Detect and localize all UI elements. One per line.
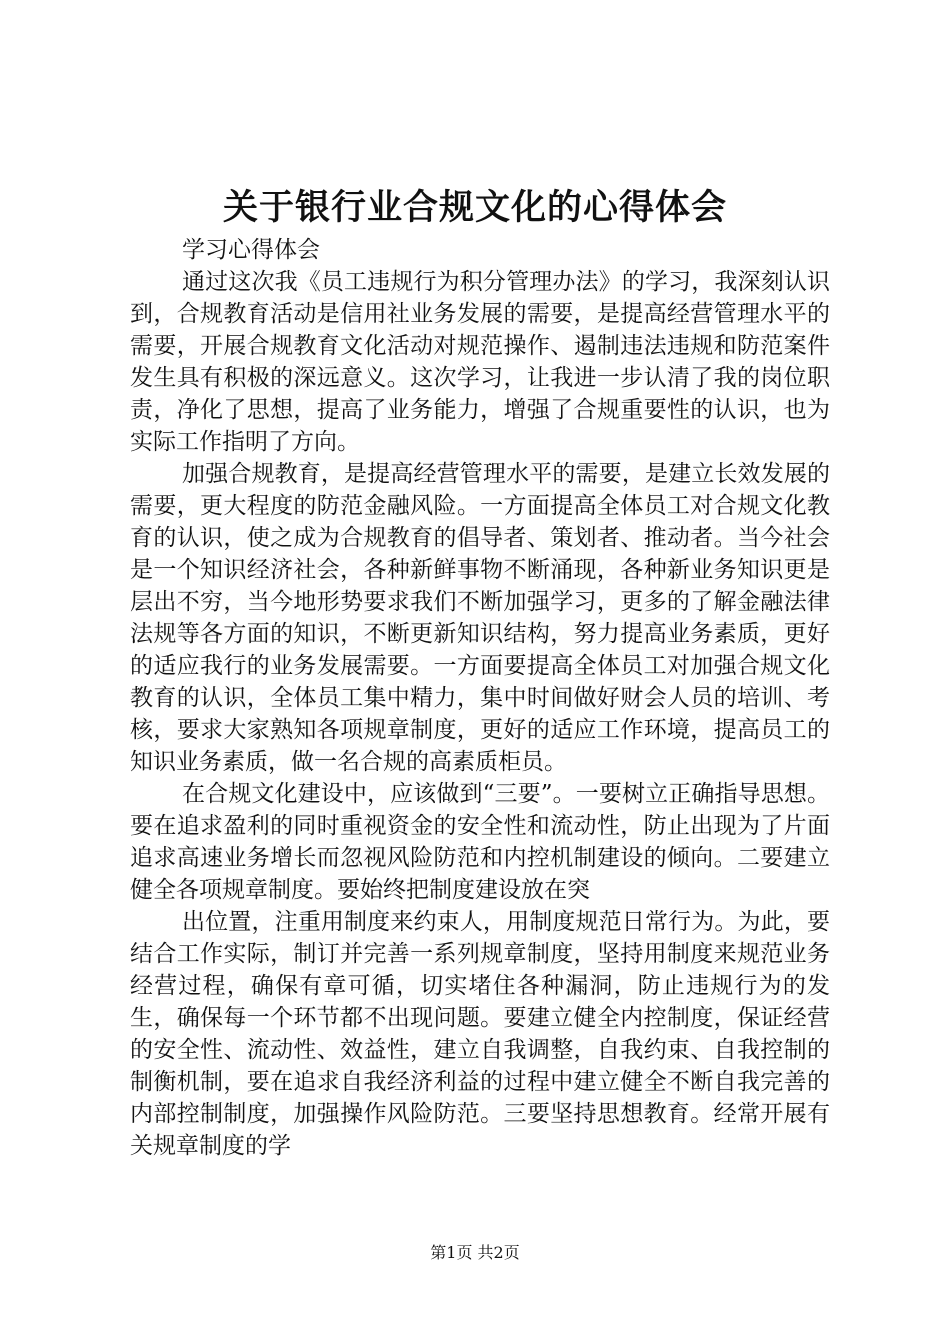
paragraph: 通过这次我《员工违规行为积分管理办法》的学习，我深刻认识到，合规教育活动是信用社业务发展的需要，是提高经营管理水平的需要，开展合规教育文化活动对规范操作、遏制违法违规和防范案件发生具有积极的深远意义。这次学习，让我进一步认清了我的岗位职责，净化了思想，提高了业务能力，增强了合规重要性的认识，也为实际工作指明了方向。 [130,269,830,455]
paragraph: 加强合规教育，是提高经营管理水平的需要，是建立长效发展的需要，更大程度的防范金融风险。一方面提高全体员工对合规文化教育的认识，使之成为合规教育的倡导者、策划者、推动者。当今社会是一个知识经济社会，各种新鲜事物不断涌现，各种新业务知识更是层出不穷，当今地形势要求我们不断加强学习，更多的了解金融法律法规等各方面的知识，不断更新知识结构，努力提高业务素质，更好的适应我行的业务发展需要。一方面要提高全体员工对加强合规文化教育的认识，全体员工集中精力，集中时间做好财会人员的培训、考核，要求大家熟知各项规章制度，更好的适应工作环境，提高员工的知识业务素质，做一名合规的高素质柜员。 [130,461,830,775]
paragraph: 学习心得体会 [182,237,320,263]
document-body [130,234,830,1162]
document-title: 关于银行业合规文化的心得体会 [222,187,727,228]
paragraph: 出位置，注重用制度来约束人，用制度规范日常行为。为此，要结合工作实际，制订并完善一系列规章制度，坚持用制度来规范业务经营过程，确保有章可循，切实堵住各种漏洞，防止违规行为的发生，确保每一个环节都不出现问题。要建立健全内控制度，保证经营的安全性、流动性、效益性，建立自我调整，自我约束、自我控制的制衡机制，要在追求自我经济利益的过程中建立健全不断自我完善的内部控制制度，加强操作风险防范。三要坚持思想教育。经常开展有关规章制度的学 [130,909,830,1159]
paragraph: 在合规文化建设中，应该做到“三要”。一要树立正确指导思想。要在追求盈利的同时重视资金的安全性和流动性，防止出现为了片面追求高速业务增长而忽视风险防范和内控机制建设的倾向。二要建立健全各项规章制度。要始终把制度建设放在突 [130,781,830,903]
page-number-footer: 第1页 共2页 [430,1243,520,1262]
